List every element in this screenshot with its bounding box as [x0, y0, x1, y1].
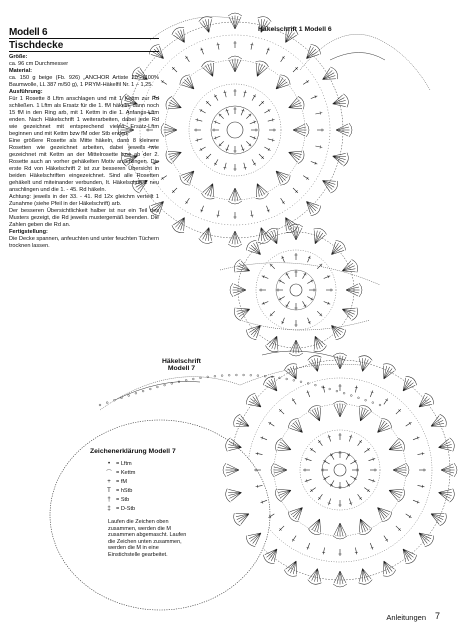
stitch-ring	[212, 107, 258, 153]
legend	[90, 448, 230, 559]
text-overview: Der besseren Übersichtlichkeit halber ist nur ein Teil des Musters gezeigt, die Rd jeweils mustergemäß beenden. Die Zahlen geben die Rd an.	[9, 208, 159, 228]
legend-title: Zeichenerklärung Modell 7	[90, 448, 176, 455]
heading-finishing: Fertigstellung:	[9, 229, 48, 235]
legend-symbol: †	[107, 496, 111, 503]
legend-symbol: •	[107, 460, 111, 467]
legend-item	[102, 504, 230, 513]
text-attention: Achtung: jeweils in der 33. - 41. Rd 12x gleichm verteilt 1 Zunahme (siehe Pfeil in der Häkelschrift) arb.	[9, 194, 159, 207]
footer-section: Anleitungen	[386, 613, 426, 622]
legend-symbol: T	[107, 487, 111, 494]
heading-execution: Ausführung:	[9, 89, 43, 95]
stitch-ring	[230, 224, 362, 356]
legend-symbol: +	[107, 478, 111, 485]
page-number: 7	[434, 611, 440, 621]
stitch-ring	[161, 56, 309, 204]
diagram2-label-line2: Modell 7	[167, 365, 196, 372]
text-rosettes: Eine größere Rosette als Mitte häkeln, dann 8 kleinere Rosetten wie gezeichnet arbeiten, dabei jeweils wie gezeichnet mit Kettm an der Mittelrosette bzw ab der 2. Rosette auch an vorher gehäkelten Motiv anschlingen. Die erste Rd von Häkelschrift 2 ist zur besseren Übersicht in beiden Häkelschriften eingezeichnet. Sind alle Rosetten gehäkelt und miteinander verbunden, It. Häkelschrift 2 neu anschlingen und die 1. - 45. Rd häkeln.	[9, 138, 159, 193]
model7-edge	[100, 364, 360, 410]
legend-item	[102, 486, 230, 495]
stitch-ring	[321, 451, 359, 489]
legend-item	[102, 477, 230, 486]
legend-label: = fM	[116, 478, 128, 485]
diagram2-label-line1: Häkelschrift	[162, 358, 201, 365]
model-title: Modell 6	[9, 27, 48, 38]
legend-label: = D-Stb	[116, 505, 136, 512]
legend-symbol: ⌒	[105, 471, 112, 477]
legend-label: = Kettm	[116, 469, 136, 476]
stitch-ring	[303, 433, 377, 507]
stitch-ring	[259, 253, 333, 327]
heading-size: Größe:	[9, 54, 28, 60]
text-execution: Für 1 Rosette 8 Lftm anschlagen und mit 1 Kettm zur Rd schließen. 1 Lftm als Ersatz für die 1. fM häkeln, dann noch 15 fM in den Ring arb, mit 1 Kettm in die 1. Anfangs-Lftm enden. Nach Häkelschrift 1 weiterarbeiten, dabei jede Rd wie gezeichnet mit entsprechend vielen Ersatz-Lftm beginnen und mit Kettm bzw fM oder Stb enden.	[9, 96, 159, 137]
legend-label: = Stb	[116, 496, 130, 503]
text-size: ca. 96 cm Durchmesser	[9, 61, 69, 67]
stitch-ring	[194, 89, 276, 171]
stitch-ring	[276, 270, 316, 310]
legend-label: = Lftm	[116, 460, 132, 467]
legend-symbol: ‡	[107, 505, 111, 512]
text-material: ca. 150 g beige (Fb. 926) „ANCHOR Artiste 20“ (100% Baumwolle, LL 387 m/50 g), 1 PRYM-Häkelfil Nr. 1 – 1,25.	[9, 75, 159, 88]
heading-material: Material:	[9, 68, 33, 74]
legend-item	[102, 459, 230, 468]
diagram1-label: Häkelschrift 1 Modell 6	[258, 26, 332, 33]
stitch-ring	[271, 401, 409, 539]
text-finishing: Die Decke spannen, anfeuchten und unter feuchten Tüchern trocknen lassen.	[9, 236, 159, 249]
diagram2-label	[162, 358, 201, 372]
legend-list	[102, 459, 230, 513]
title-rule	[9, 38, 159, 39]
legend-label: = hStb	[116, 487, 133, 494]
legend-item	[102, 468, 230, 477]
legend-item	[102, 495, 230, 504]
instructions-text	[9, 54, 159, 250]
model-subtitle: Tischdecke	[9, 40, 64, 51]
legend-note: Laufen die Zeichen oben zusammen, werden die M zusammen abgemascht. Laufen die Zeichen unten zusammen, werden die M in eine Einstichstelle gearbeitet.	[108, 519, 187, 558]
subtitle-rule	[9, 51, 159, 52]
